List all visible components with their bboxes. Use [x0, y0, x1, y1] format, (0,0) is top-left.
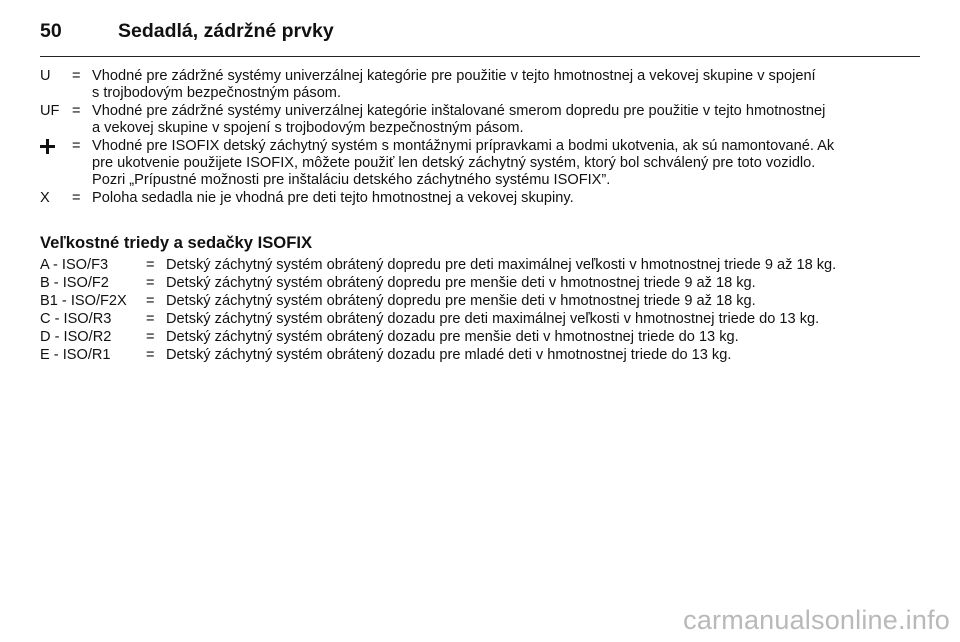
size-class-equals: =	[146, 329, 155, 345]
legend-key	[40, 138, 72, 190]
size-class-description: Detský záchytný systém obrátený dozadu pre mladé deti v hmotnostnej triede do 13 kg.	[166, 347, 732, 363]
size-class-row	[40, 328, 920, 346]
legend-item-uf	[40, 103, 920, 138]
size-class-code: B - ISO/F2	[40, 275, 109, 291]
size-class-row	[40, 310, 920, 328]
size-class-description: Detský záchytný systém obrátený dopredu pre menšie deti v hmotnostnej triede 9 až 18 kg.	[166, 275, 756, 291]
size-class-code: C - ISO/R3	[40, 311, 112, 327]
legend-text: Vhodné pre zádržné systémy univerzálnej kategórie pre použitie v tejto hmotnostnej a vekovej skupine v spojení s trojbodovým bezpečnostným pásom.	[92, 68, 816, 102]
size-class-row	[40, 256, 920, 274]
legend-key: U	[40, 68, 51, 84]
size-class-row	[40, 274, 920, 292]
size-class-description: Detský záchytný systém obrátený dopredu pre deti maximálnej veľkosti v hmotnostnej triede 9 až 18 kg.	[166, 257, 837, 273]
size-class-code: B1 - ISO/F2X	[40, 293, 127, 309]
size-class-equals: =	[146, 311, 155, 327]
page-title: Sedadlá, zádržné prvky	[118, 20, 334, 42]
size-class-code: D - ISO/R2	[40, 329, 112, 345]
size-class-code: A - ISO/F3	[40, 257, 109, 273]
size-class-description: Detský záchytný systém obrátený dopredu pre menšie deti v hmotnostnej triede 9 až 18 kg.	[166, 293, 756, 309]
size-class-equals: =	[146, 275, 155, 291]
legend-list	[40, 68, 920, 207]
legend-item-u	[40, 68, 920, 103]
size-class-row	[40, 292, 920, 310]
page-header	[40, 18, 920, 57]
size-class-list	[40, 256, 920, 364]
section-heading: Veľkostné triedy a sedačky ISOFIX	[40, 233, 313, 252]
legend-equals: =	[72, 189, 81, 206]
size-class-equals: =	[146, 347, 155, 363]
legend-item-isofix	[40, 138, 920, 190]
size-class-equals: =	[146, 257, 155, 273]
watermark: carmanualsonline.info	[683, 605, 950, 635]
legend-equals: =	[72, 102, 81, 119]
legend-text: Vhodné pre zádržné systémy univerzálnej kategórie inštalované smerom dopredu pre použitie v tejto hmotnostnej a vekovej skupine v spojení s trojbodovým bezpečnostným pásom.	[92, 102, 826, 137]
plus-icon	[40, 139, 55, 154]
legend-equals: =	[72, 137, 81, 154]
legend-text: Poloha sedadla nie je vhodná pre deti tejto hmotnostnej a vekovej skupiny.	[92, 189, 574, 206]
size-class-row	[40, 346, 920, 364]
legend-key: UF	[40, 102, 60, 119]
legend-item-x	[40, 190, 920, 207]
size-class-equals: =	[146, 293, 155, 309]
legend-text: Vhodné pre ISOFIX detský záchytný systém s montážnymi prípravkami a bodmi ukotvenia, ak sú namontované. Ak pre ukotvenie použijete ISOFIX, môžete použiť len detský záchytný systém, ktorý bol schválený pre toto vozidlo. Pozri „Prípustné možnosti pre inštaláciu detského záchytného systému ISOFIX”.	[92, 137, 835, 189]
size-class-description: Detský záchytný systém obrátený dozadu pre menšie deti v hmotnostnej triede do 13 kg.	[166, 329, 739, 345]
legend-equals: =	[72, 68, 81, 84]
page-number: 50	[40, 20, 62, 42]
size-class-description: Detský záchytný systém obrátený dozadu pre deti maximálnej veľkosti v hmotnostnej triede do 13 kg.	[166, 311, 820, 327]
size-class-code: E - ISO/R1	[40, 347, 111, 363]
legend-key: X	[40, 189, 50, 206]
